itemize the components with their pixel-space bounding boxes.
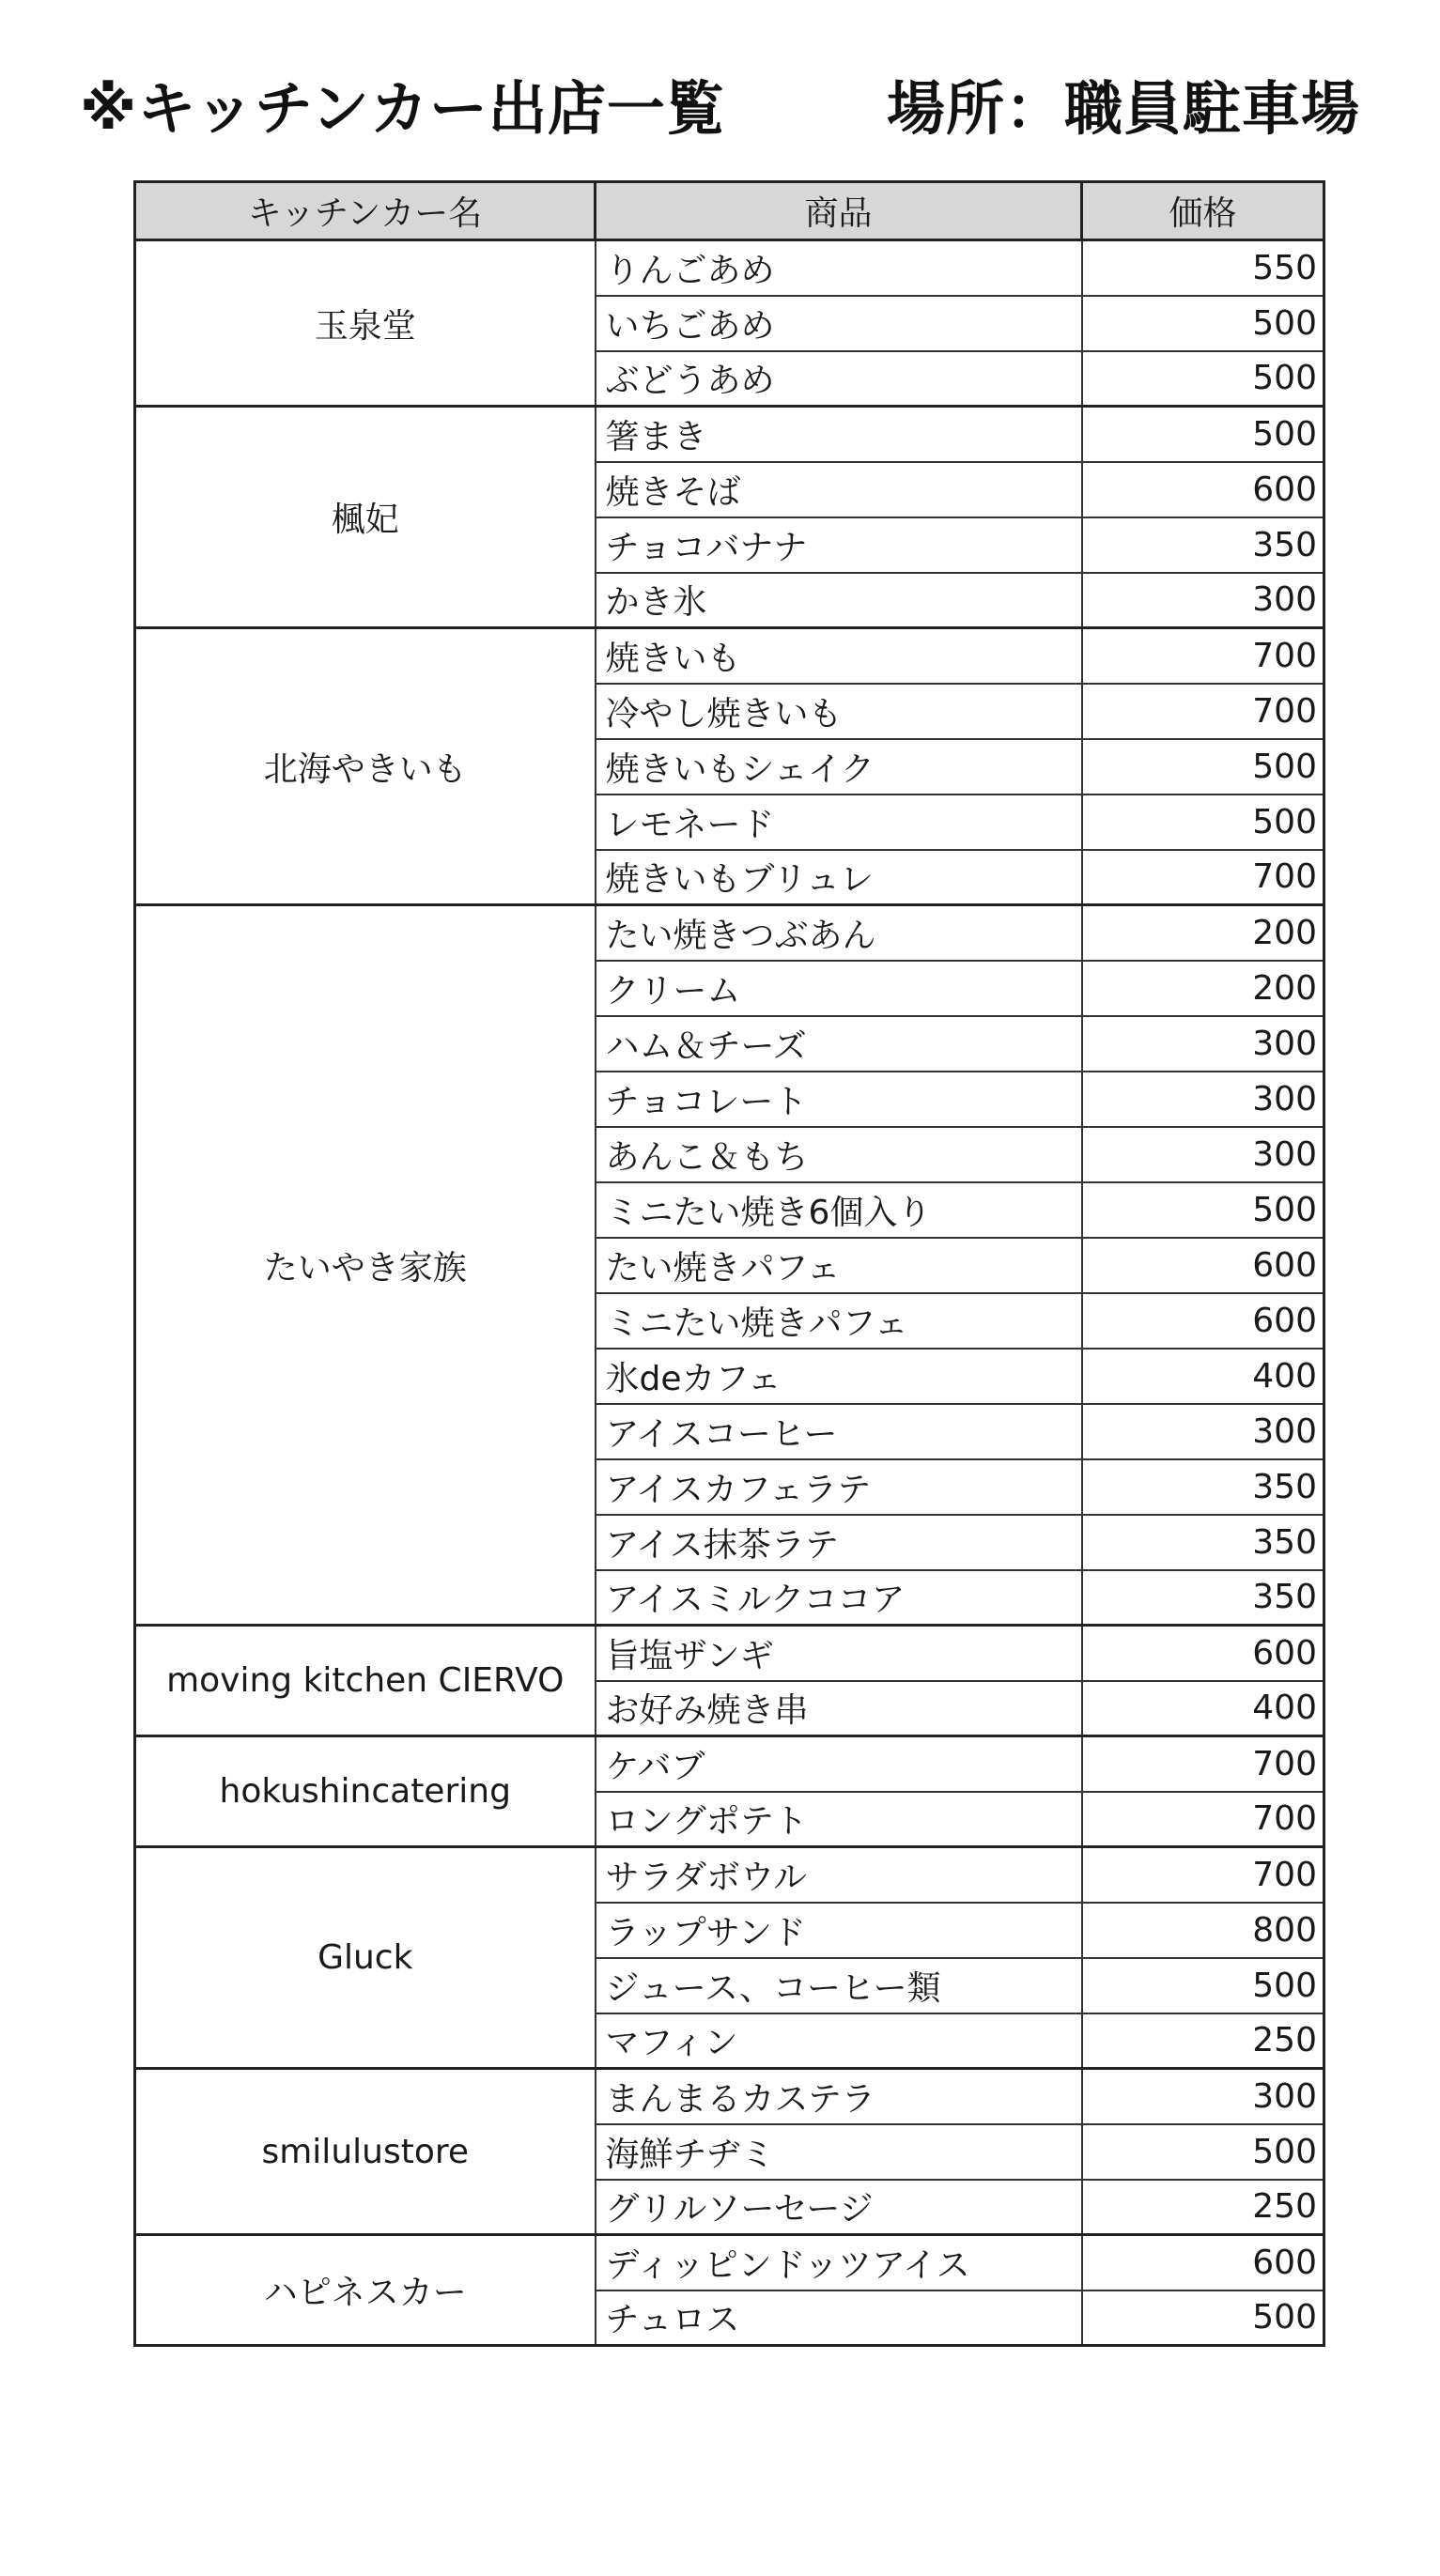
kitchen-car-menu-table — [133, 180, 1325, 2347]
price-cell: 350 — [1082, 517, 1324, 573]
price-cell: 500 — [1082, 351, 1324, 407]
item-name-cell: チョコバナナ — [596, 517, 1082, 573]
price-cell: 500 — [1082, 739, 1324, 794]
item-name-cell: 海鮮チヂミ — [596, 2124, 1082, 2180]
item-name-cell: まんまるカステラ — [596, 2069, 1082, 2124]
item-name-cell: お好み焼き串 — [596, 1681, 1082, 1736]
price-cell: 700 — [1082, 1736, 1324, 1792]
price-cell: 350 — [1082, 1515, 1324, 1570]
table-header-row — [135, 182, 1324, 240]
price-cell: 500 — [1082, 1958, 1324, 2013]
price-cell: 250 — [1082, 2013, 1324, 2069]
price-cell: 500 — [1082, 407, 1324, 462]
item-name-cell: アイスコーヒー — [596, 1404, 1082, 1459]
price-cell: 700 — [1082, 628, 1324, 684]
location-label: 場所：職員駐車場 — [886, 73, 1360, 143]
item-name-cell: アイスミルクココア — [596, 1570, 1082, 1626]
price-cell: 600 — [1082, 1238, 1324, 1293]
item-name-cell: ロングポテト — [596, 1792, 1082, 1847]
page-header — [80, 52, 1360, 155]
item-name-cell: 冷やし焼きいも — [596, 684, 1082, 739]
shop-name-cell: hokushincatering — [135, 1736, 596, 1847]
price-cell: 300 — [1082, 2069, 1324, 2124]
price-cell: 300 — [1082, 573, 1324, 628]
item-name-cell: ケバブ — [596, 1736, 1082, 1792]
price-cell: 500 — [1082, 2124, 1324, 2180]
item-name-cell: ジュース、コーヒー類 — [596, 1958, 1082, 2013]
table-row — [135, 2069, 1324, 2124]
item-name-cell: マフィン — [596, 2013, 1082, 2069]
table-row — [135, 1847, 1324, 1903]
header-shop-name: キッチンカー名 — [135, 182, 596, 240]
item-name-cell: ミニたい焼き6個入り — [596, 1182, 1082, 1238]
table-row — [135, 1736, 1324, 1792]
price-cell: 350 — [1082, 1570, 1324, 1626]
item-name-cell: かき氷 — [596, 573, 1082, 628]
shop-name-cell: Gluck — [135, 1847, 596, 2069]
table-row — [135, 905, 1324, 961]
price-cell: 400 — [1082, 1349, 1324, 1404]
table-row — [135, 407, 1324, 462]
item-name-cell: ハム＆チーズ — [596, 1016, 1082, 1072]
price-cell: 200 — [1082, 961, 1324, 1016]
item-name-cell: 焼きいも — [596, 628, 1082, 684]
price-cell: 250 — [1082, 2180, 1324, 2235]
item-name-cell: チュロス — [596, 2291, 1082, 2346]
item-name-cell: チョコレート — [596, 1072, 1082, 1127]
shop-name-cell: smilulustore — [135, 2069, 596, 2235]
price-cell: 300 — [1082, 1072, 1324, 1127]
item-name-cell: 箸まき — [596, 407, 1082, 462]
price-cell: 300 — [1082, 1016, 1324, 1072]
item-name-cell: りんごあめ — [596, 240, 1082, 296]
table-row — [135, 628, 1324, 684]
price-cell: 700 — [1082, 684, 1324, 739]
item-name-cell: ディッピンドッツアイス — [596, 2235, 1082, 2291]
page-title: ※キッチンカー出店一覧 — [80, 73, 725, 143]
price-cell: 500 — [1082, 2291, 1324, 2346]
table-row — [135, 2235, 1324, 2291]
price-cell: 400 — [1082, 1681, 1324, 1736]
item-name-cell: ミニたい焼きパフェ — [596, 1293, 1082, 1349]
header-item: 商品 — [596, 182, 1082, 240]
shop-name-cell: moving kitchen CIERVO — [135, 1626, 596, 1736]
item-name-cell: 焼きいもシェイク — [596, 739, 1082, 794]
table-row — [135, 240, 1324, 296]
price-cell: 600 — [1082, 462, 1324, 517]
item-name-cell: ぶどうあめ — [596, 351, 1082, 407]
shop-name-cell: 楓妃 — [135, 407, 596, 628]
item-name-cell: 焼きそば — [596, 462, 1082, 517]
item-name-cell: いちごあめ — [596, 296, 1082, 351]
item-name-cell: クリーム — [596, 961, 1082, 1016]
item-name-cell: たい焼きパフェ — [596, 1238, 1082, 1293]
price-cell: 700 — [1082, 1847, 1324, 1903]
price-cell: 600 — [1082, 1626, 1324, 1681]
price-cell: 500 — [1082, 1182, 1324, 1238]
item-name-cell: あんこ＆もち — [596, 1127, 1082, 1182]
price-cell: 200 — [1082, 905, 1324, 961]
price-cell: 700 — [1082, 850, 1324, 905]
item-name-cell: 氷deカフェ — [596, 1349, 1082, 1404]
item-name-cell: サラダボウル — [596, 1847, 1082, 1903]
item-name-cell: 旨塩ザンギ — [596, 1626, 1082, 1681]
price-cell: 800 — [1082, 1903, 1324, 1958]
item-name-cell: 焼きいもブリュレ — [596, 850, 1082, 905]
shop-name-cell: 北海やきいも — [135, 628, 596, 905]
shop-name-cell: 玉泉堂 — [135, 240, 596, 407]
table-body — [135, 240, 1324, 2346]
price-cell: 600 — [1082, 1293, 1324, 1349]
item-name-cell: ラップサンド — [596, 1903, 1082, 1958]
header-price: 価格 — [1082, 182, 1324, 240]
shop-name-cell: ハピネスカー — [135, 2235, 596, 2346]
item-name-cell: レモネード — [596, 794, 1082, 850]
item-name-cell: アイスカフェラテ — [596, 1459, 1082, 1515]
price-cell: 500 — [1082, 794, 1324, 850]
shop-name-cell: たいやき家族 — [135, 905, 596, 1626]
price-cell: 600 — [1082, 2235, 1324, 2291]
price-cell: 500 — [1082, 296, 1324, 351]
price-cell: 550 — [1082, 240, 1324, 296]
item-name-cell: たい焼きつぶあん — [596, 905, 1082, 961]
item-name-cell: アイス抹茶ラテ — [596, 1515, 1082, 1570]
price-cell: 350 — [1082, 1459, 1324, 1515]
table-row — [135, 1626, 1324, 1681]
price-cell: 700 — [1082, 1792, 1324, 1847]
price-cell: 300 — [1082, 1127, 1324, 1182]
item-name-cell: グリルソーセージ — [596, 2180, 1082, 2235]
price-cell: 300 — [1082, 1404, 1324, 1459]
